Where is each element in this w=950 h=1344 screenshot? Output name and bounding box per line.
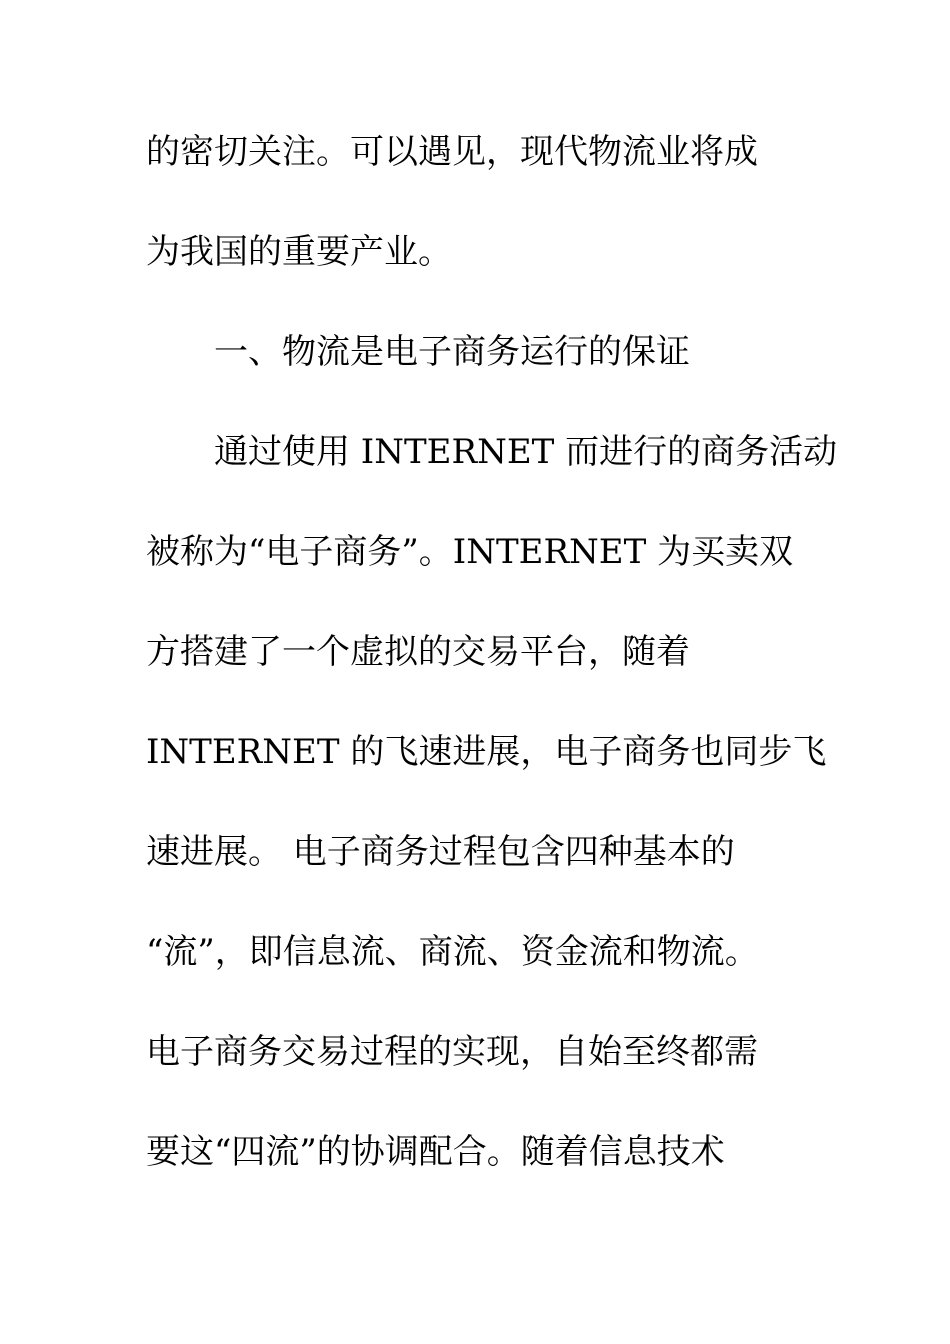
- text-line: 电子商务交易过程的实现，自始至终都需: [146, 1032, 758, 1072]
- section-heading: 一、物流是电子商务运行的保证: [214, 332, 690, 372]
- text-line: 被称为“电子商务”。INTERNET 为买卖双: [146, 532, 794, 572]
- paragraph-start-line: 通过使用 INTERNET 而进行的商务活动: [214, 432, 838, 472]
- text-line: INTERNET 的飞速进展，电子商务也同步飞: [146, 732, 827, 772]
- text-line: 的密切关注。可以遇见，现代物流业将成: [146, 132, 758, 172]
- text-line: 速进展。 电子商务过程包含四种基本的: [146, 832, 735, 872]
- text-line: 方搭建了一个虚拟的交易平台，随着: [146, 632, 690, 672]
- text-line: 要这“四流”的协调配合。随着信息技术: [146, 1132, 725, 1172]
- text-line: “流”，即信息流、商流、资金流和物流。: [146, 932, 759, 972]
- text-line: 为我国的重要产业。: [146, 232, 452, 272]
